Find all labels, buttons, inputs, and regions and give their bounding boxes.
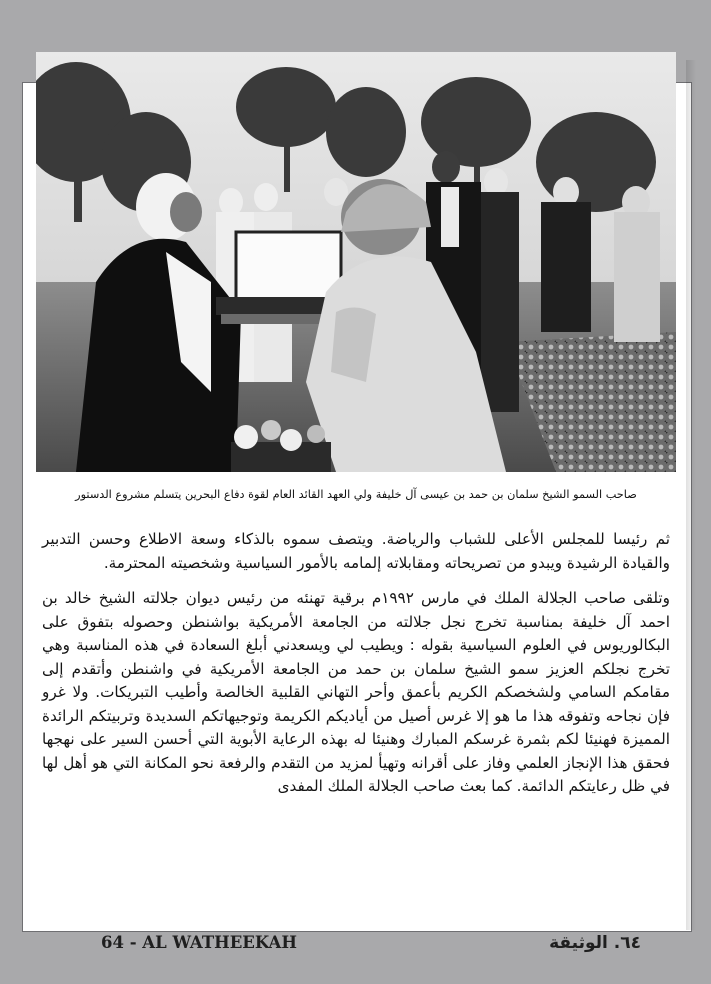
photo-caption: صاحب السمو الشيخ سلمان بن حمد بن عيسى آل خليفة ولي العهد القائد العام لقوة دفاع البحرين يتسلم مشروع الدستور — [75, 488, 637, 501]
article-paragraph-2: وتلقى صاحب الجلالة الملك في مارس ١٩٩٢م برقية تهنئه من رئيس ديوان جلالته الشيخ خالد بن احمد آل خليفة بمناسبة تخرج نجل جلالته من الجامعة الأمريكية بواشنطن وحصوله بتفوق على البكالوريوس في العلوم السياسية بقوله : ويطيب لي ويسعدني أبلغ السعادة في هذه المناسبة وهي تخرج نجلكم العزيز سمو الشيخ سلمان بن حمد من الجامعة الأمريكية في واشنطن وأتقدم إلى مقامكم السامي ولشخصكم الكريم بأعمق وأحر التهاني القلبية الخالصة وأطيب التبريكات. ولا غرو فإن نجاحه وتفوقه هذا ما هو إلا غرس أصيل من أياديكم الكريمة وتوجيهاتكم السديدة وتربيتكم الرائدة المميزة فهنيئا لكم بثمرة غرسكم المبارك وهنيئا له بهذه الرعاية الأبوية التي أحسن السير على نهجها فحقق هذا الإنجاز العلمي وفاز على أقرانه وتهيأ لمزيد من التقدم والرفعة نحو المكانة التي هو أهل لها في ظل رعايتكم الدائمة. كما بعث صاحب الجلالة الملك المفدى — [42, 589, 670, 795]
page-fold-shadow — [686, 60, 696, 930]
article-paragraph-1: ثم رئيسا للمجلس الأعلى للشباب والرياضة. ويتصف سموه بالذكاء وسعة الاطلاع وحسن التدبير والقيادة الرشيدة ويبدو من تصريحاته ومقابلاته إلمامه بالأمور السياسية وشخصيته المحترمة. — [42, 530, 670, 572]
footer-page-label-arabic: ٦٤. الوثيقة — [549, 933, 641, 953]
ceremony-photo — [36, 52, 676, 472]
article-body — [42, 528, 670, 811]
footer-page-label-english: 64 - AL WATHEEKAH — [101, 933, 297, 952]
